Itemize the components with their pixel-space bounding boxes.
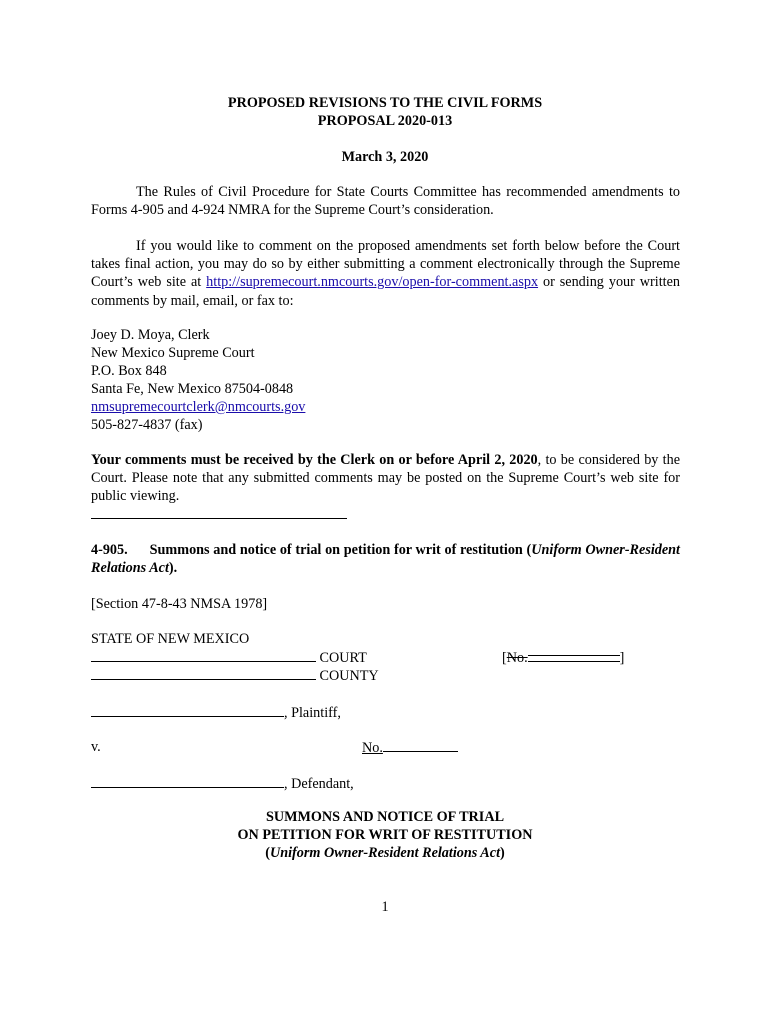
address-fax: 505-827-4837 (fax) — [91, 417, 203, 433]
court-blank — [91, 648, 316, 662]
case-no-blank — [383, 738, 458, 752]
caption-number-line — [362, 738, 458, 757]
defendant-label: , Defendant, — [284, 776, 354, 792]
summons-title-line-2: ON PETITION FOR WRIT OF RESTITUTION — [237, 827, 533, 843]
form-heading-end: ). — [168, 560, 178, 577]
caption-versus: v. — [91, 739, 101, 755]
clerk-email-link[interactable]: nmsupremecourtclerk@nmcourts.gov — [91, 399, 306, 415]
address-po-box: P.O. Box 848 — [91, 363, 167, 379]
county-label: COUNTY — [319, 668, 379, 684]
summons-act-name: Uniform Owner-Resident Relations Act — [269, 845, 501, 861]
intro-paragraph-2 — [91, 237, 680, 310]
caption-state: STATE OF NEW MEXICO — [91, 631, 250, 647]
page-number: 1 — [381, 899, 389, 915]
struck-no-label: No. — [506, 650, 528, 666]
deadline-rest: , to be considered by the Court. Please note that any submitted comments may be posted on the Supreme Court’s web site for public viewing. — [91, 452, 680, 505]
caption-court-line — [91, 648, 367, 667]
address-clerk: Joey D. Moya, Clerk — [91, 327, 210, 343]
deadline-paragraph — [91, 451, 680, 506]
plaintiff-label: , Plaintiff, — [284, 705, 341, 721]
deadline-bold: Your comments must be received by the Clerk on or before April 2, 2020 — [91, 452, 538, 468]
case-no-label: No. — [362, 740, 383, 756]
document-date: March 3, 2020 — [341, 149, 429, 165]
summons-title-line-3 — [0, 844, 770, 862]
form-heading-text: Summons and notice of trial on petition for writ of restitution ( — [149, 542, 532, 558]
intro-paragraph-1 — [91, 183, 680, 219]
document-title: PROPOSED REVISIONS TO THE CIVIL FORMS — [227, 95, 543, 111]
caption-plaintiff-line — [91, 703, 341, 722]
caption-struck-number — [502, 648, 624, 667]
proposal-number: PROPOSAL 2020-013 — [317, 113, 453, 129]
intro-paragraph-1-text: The Rules of Civil Procedure for State Courts Committee has recommended amendments to Forms 4-905 and 4-924 NMRA for the Supreme Court’s consideration. — [91, 184, 680, 219]
caption-county-line — [91, 666, 379, 685]
paren-close: ) — [500, 845, 505, 861]
section-reference: [Section 47-8-43 NMSA 1978] — [91, 596, 268, 612]
form-section-heading — [91, 541, 680, 577]
address-court: New Mexico Supreme Court — [91, 345, 255, 361]
bracket-open: [ — [502, 650, 507, 666]
caption-defendant-line — [91, 774, 354, 793]
form-heading-italic: Uniform Owner-Resident Relations Act — [91, 542, 681, 577]
intro-paragraph-2-text: If you would like to comment on the proposed amendments set forth below before the Court takes final action, you may do so by either submitting a comment electronically through the Supreme Court’s web site at — [91, 238, 680, 291]
comment-link[interactable]: http://supremecourt.nmcourts.gov/open-for-comment.aspx — [206, 274, 539, 291]
plaintiff-blank — [91, 703, 284, 717]
intro-paragraph-2-end: or sending your written comments by mail, email, or fax to: — [91, 274, 680, 309]
separator-rule — [91, 518, 347, 519]
paren-open: ( — [265, 845, 270, 861]
struck-no-blank — [528, 648, 620, 662]
address-city: Santa Fe, New Mexico 87504-0848 — [91, 381, 294, 397]
bracket-close: ] — [619, 650, 625, 666]
form-number: 4-905. — [91, 542, 128, 558]
summons-title-line-1: SUMMONS AND NOTICE OF TRIAL — [265, 809, 505, 825]
court-label: COURT — [319, 650, 367, 666]
defendant-blank — [91, 774, 284, 788]
county-blank — [91, 666, 316, 680]
